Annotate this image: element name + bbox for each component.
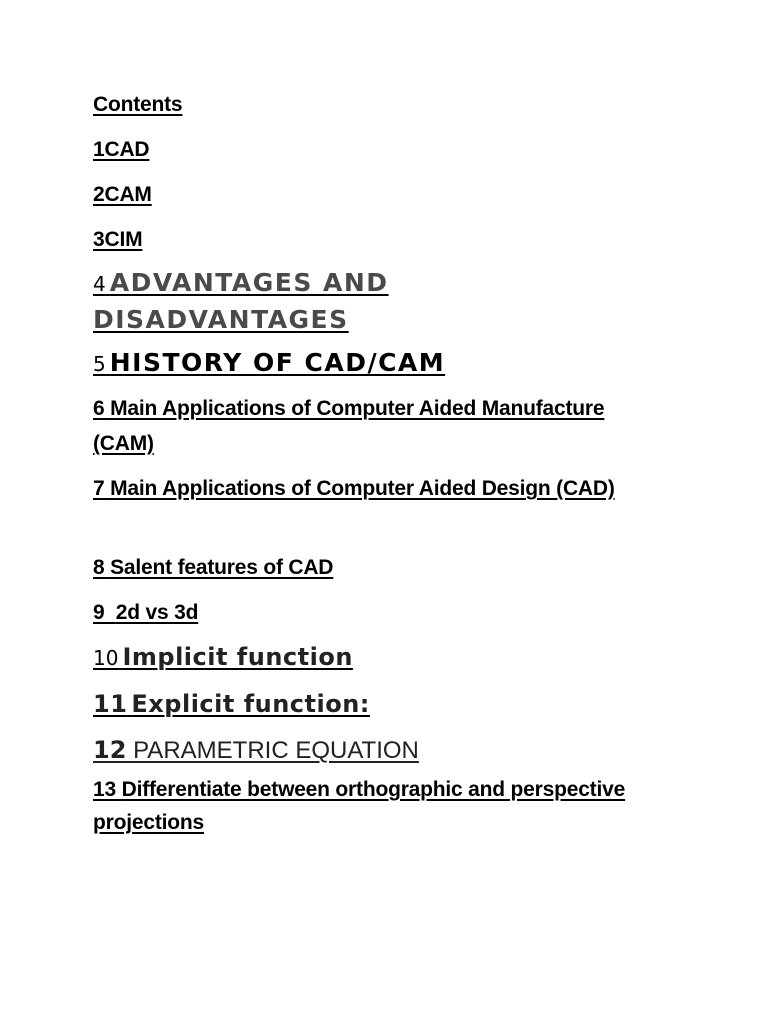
toc-item-number: 13 bbox=[93, 778, 116, 801]
toc-item-6[interactable] bbox=[93, 391, 613, 461]
toc-item-number: 3 bbox=[93, 228, 105, 251]
toc-item-1[interactable] bbox=[93, 133, 149, 167]
toc-item-label: CAD bbox=[104, 138, 150, 161]
toc-item-number: 8 bbox=[93, 556, 105, 579]
toc-item-5[interactable] bbox=[93, 346, 445, 384]
toc-item-2[interactable] bbox=[93, 178, 152, 212]
toc-item-number: 4 bbox=[93, 272, 106, 296]
toc-item-12[interactable] bbox=[93, 733, 419, 768]
toc-item-8[interactable] bbox=[93, 551, 333, 585]
toc-item-11[interactable] bbox=[93, 687, 370, 725]
toc-item-4[interactable] bbox=[93, 266, 453, 340]
toc-item-number: 9 bbox=[93, 601, 105, 624]
toc-item-label: Differentiate between orthographic and perspective projections bbox=[93, 778, 626, 834]
toc-item-number: 11 bbox=[93, 690, 128, 718]
toc-item-label: Main Applications of Computer Aided Manufacture (CAM) bbox=[93, 397, 605, 455]
toc-item-13[interactable] bbox=[93, 773, 633, 839]
contents-heading: Contents bbox=[93, 93, 183, 116]
toc-item-number: 5 bbox=[93, 352, 106, 376]
toc-item-label: Implicit function bbox=[122, 643, 353, 671]
toc-item-number: 12 bbox=[93, 736, 127, 764]
toc-item-label: CIM bbox=[104, 228, 143, 251]
toc-item-label: ADVANTAGES AND DISADVANTAGES bbox=[93, 268, 389, 334]
toc-item-7[interactable] bbox=[93, 471, 663, 506]
toc-item-label: PARAMETRIC EQUATION bbox=[133, 737, 419, 764]
toc-item-label: Salent features of CAD bbox=[110, 556, 334, 579]
toc-item-label: 2d vs 3d bbox=[115, 601, 199, 624]
toc-item-label: CAM bbox=[104, 183, 152, 206]
toc-item-number: 2 bbox=[93, 183, 105, 206]
toc-item-3[interactable] bbox=[93, 223, 142, 257]
toc-item-number: 1 bbox=[93, 138, 105, 161]
toc-item-number: 6 bbox=[93, 397, 105, 420]
toc-item-number: 10 bbox=[93, 646, 119, 670]
toc-item-label: Explicit function: bbox=[131, 690, 370, 718]
toc-item-label: Main Applications of Computer Aided Design (CAD) bbox=[110, 477, 615, 500]
toc-item-10[interactable] bbox=[93, 640, 353, 678]
toc-item-number: 7 bbox=[93, 477, 105, 500]
toc-item-9[interactable] bbox=[93, 596, 198, 630]
toc-item-label: HISTORY OF CAD/CAM bbox=[109, 348, 446, 377]
